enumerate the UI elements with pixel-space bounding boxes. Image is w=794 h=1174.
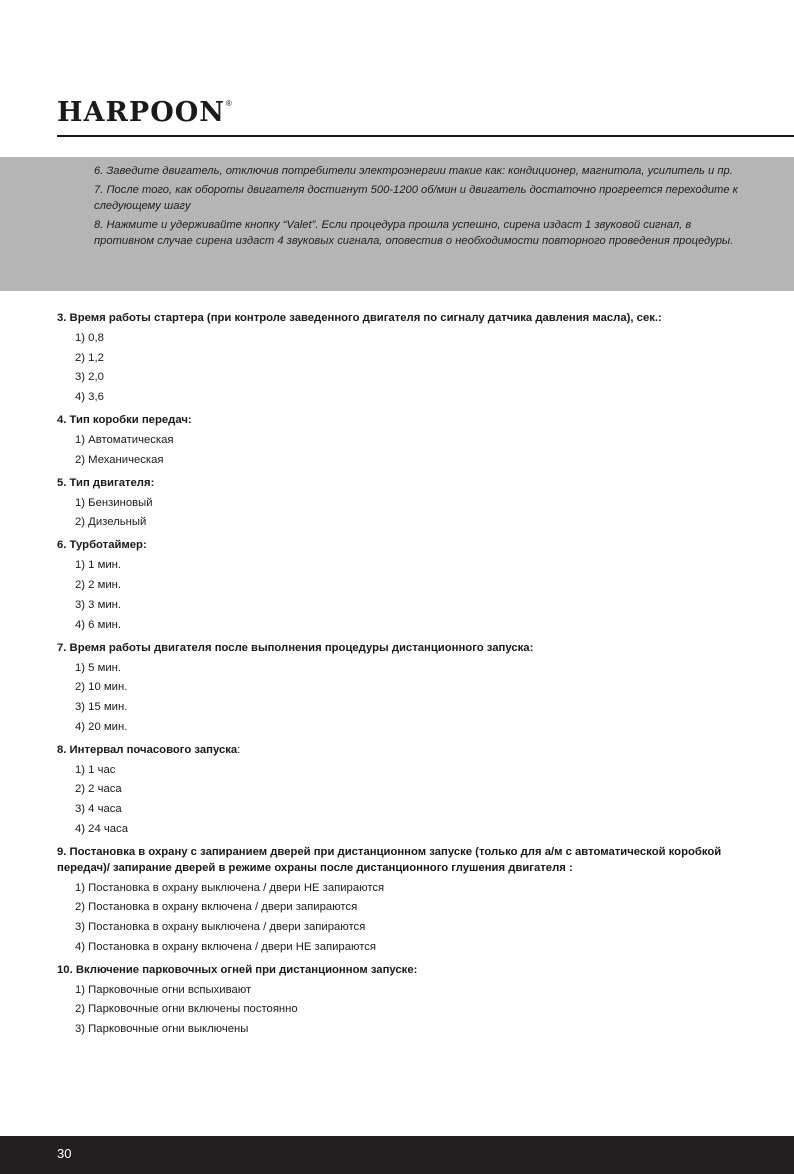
setting-option: 4) 24 часа xyxy=(75,822,128,835)
setting-title-text: 5. Тип двигателя: xyxy=(57,476,155,489)
setting-option: 2) 1,2 xyxy=(75,351,104,364)
setting-title xyxy=(57,962,747,978)
setting-options xyxy=(57,762,747,837)
setting-title-text: 3. Время работы стартера (при контроле заведенного двигателя по сигналу датчика давления масла), сек.: xyxy=(57,312,662,324)
harpoon-logo xyxy=(57,99,232,127)
setting-options xyxy=(57,660,747,735)
setting-option: 4) 3,6 xyxy=(75,391,104,404)
setting-options xyxy=(57,330,747,405)
setting-option: 1) Автоматическая xyxy=(75,434,174,447)
setting-option: 1) 5 мин. xyxy=(75,661,122,674)
setting-title xyxy=(57,475,747,491)
setting-option: 3) 3 мин. xyxy=(75,598,122,611)
setting-option: 4) Постановка в охрану включена / двери НЕ запираются xyxy=(75,940,377,953)
setting-title xyxy=(57,844,747,876)
page-footer xyxy=(0,1136,794,1174)
setting-title-text: 8. Интервал почасового запуска xyxy=(57,743,238,756)
setting-options xyxy=(57,432,747,468)
setting-title xyxy=(57,742,747,758)
setting-title-text: 4. Тип коробки передач: xyxy=(57,414,192,427)
header-divider xyxy=(57,135,794,137)
setting-option: 3) Парковочные огни выключены xyxy=(75,1023,249,1036)
registered-mark: ® xyxy=(225,99,232,108)
setting-option: 3) 15 мин. xyxy=(75,700,128,713)
setting-options xyxy=(57,880,747,955)
setting-option: 1) 1 час xyxy=(75,763,116,776)
step-6: 6. Заведите двигатель, отключив потребители электроэнергии такие как: кондиционер, магнитола, усилитель и пр. xyxy=(94,165,733,177)
setting-option: 3) 4 часа xyxy=(75,802,122,815)
setting-section xyxy=(57,475,747,531)
setting-options xyxy=(57,495,747,531)
setting-option: 4) 20 мин. xyxy=(75,720,128,733)
setting-option: 3) Постановка в охрану выключена / двери запираются xyxy=(75,921,366,933)
setting-option: 3) 2,0 xyxy=(75,371,104,384)
setting-section xyxy=(57,962,747,1037)
setting-option: 1) Парковочные огни вспыхивают xyxy=(75,983,252,996)
setting-option: 1) Постановка в охрану выключена / двери НЕ запираются xyxy=(75,881,385,894)
setting-title-text: 6. Турботаймер: xyxy=(57,539,147,552)
setting-option: 2) 2 часа xyxy=(75,783,122,796)
step-7: 7. После того, как обороты двигателя достигнут 500-1200 об/мин и двигатель достаточно прогреется переходите к следующему шагу xyxy=(94,184,738,212)
step-8: 8. Нажмите и удерживайте кнопку “Valet”. Если процедура прошла успешно, сирена издаст 1 звуковой сигнал, в противном случае сирена издаст 4 звуковых сигнала, оповестив о необходимости повторного проведения процедуры. xyxy=(94,219,734,247)
setting-option: 1) 1 мин. xyxy=(75,559,122,572)
setting-option: 2) 2 мин. xyxy=(75,579,122,592)
setting-title xyxy=(57,537,747,553)
setting-section xyxy=(57,742,747,837)
setting-title xyxy=(57,310,747,326)
setting-option: 2) Постановка в охрану включена / двери запираются xyxy=(75,901,358,914)
setting-option: 1) Бензиновый xyxy=(75,496,153,509)
setting-title xyxy=(57,412,747,428)
setting-section xyxy=(57,412,747,468)
setting-options xyxy=(57,982,747,1037)
setting-section xyxy=(57,537,747,632)
setting-option: 2) Парковочные огни включены постоянно xyxy=(75,1003,298,1016)
setting-section xyxy=(57,640,747,735)
setting-title xyxy=(57,640,747,656)
setting-option: 1) 0,8 xyxy=(75,332,104,344)
setting-title-text: 7. Время работы двигателя после выполнения процедуры дистанционного запуска: xyxy=(57,641,534,654)
setting-option: 2) Дизельный xyxy=(75,516,147,529)
setting-section xyxy=(57,844,747,955)
setting-title-text: 10. Включение парковочных огней при дистанционном запуске: xyxy=(57,963,418,976)
setting-options xyxy=(57,557,747,632)
setting-title-text: 9. Постановка в охрану с запиранием дверей при дистанционном запуске (только для а/м с автоматической коробкой передач)/ запирание дверей в режиме охраны после дистанционного глушения двигателя : xyxy=(57,845,722,874)
setting-title-suffix: : xyxy=(237,743,241,756)
logo-text: HARPOON xyxy=(57,97,225,128)
setting-section xyxy=(57,310,747,405)
instruction-steps xyxy=(94,163,744,252)
settings-list xyxy=(57,310,747,1044)
page-number: 30 xyxy=(57,1146,72,1161)
setting-option: 4) 6 мин. xyxy=(75,618,122,631)
setting-option: 2) 10 мин. xyxy=(75,681,128,694)
setting-option: 2) Механическая xyxy=(75,453,164,466)
